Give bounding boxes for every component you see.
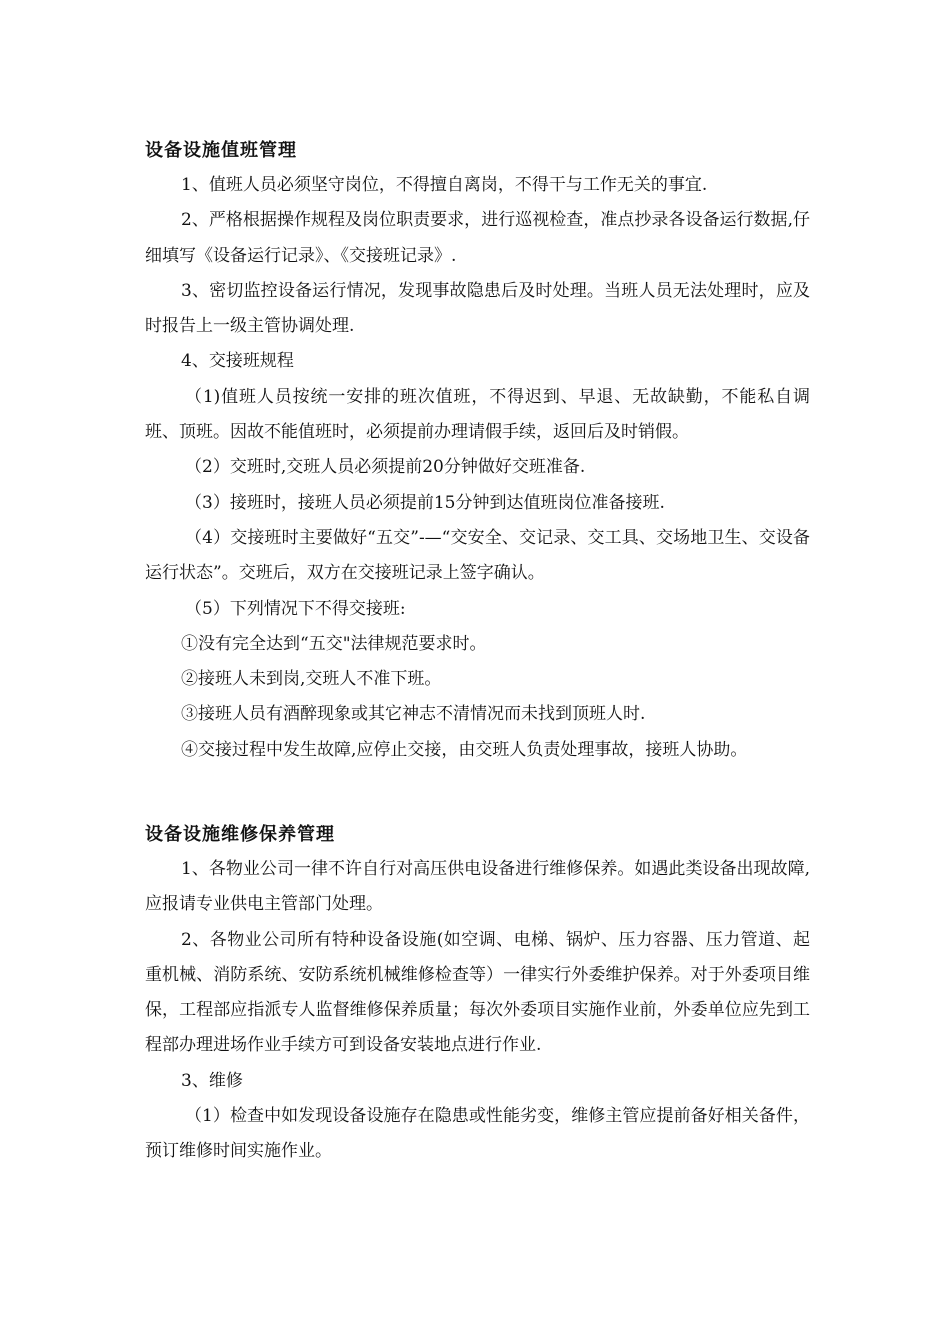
section-maintenance-management [145,818,810,1170]
paragraph: 1、各物业公司一律不许自行对高压供电设备进行维修保养。如遇此类设备出现故障,应报请专业供电主管部门处理。 [145,859,810,915]
paragraph: （3）接班时，接班人员必须提前15分钟到达值班岗位准备接班. [185,492,665,513]
paragraph: （2）交班时,交班人员必须提前20分钟做好交班准备. [185,457,586,478]
paragraph: （4）交接班时主要做好“五交”-—“交安全、交记录、交工具、交场地卫生、交设备运行状态”。交班后，双方在交接班记录上签字确认。 [145,527,810,584]
section-duty-management [145,134,810,768]
list-item: ①没有完全达到“五交"法律规范要求时。 [181,633,487,654]
paragraph: （1)值班人员按统一安排的班次值班，不得迟到、早退、无故缺勤，不能私自调班、顶班。因故不能值班时，必须提前办理请假手续，返回后及时销假。 [145,386,810,443]
section-title: 设备设施值班管理 [145,140,297,161]
section-title: 设备设施维修保养管理 [145,824,335,845]
paragraph: 1、值班人员必须坚守岗位，不得擅自离岗，不得干与工作无关的事宜. [181,175,708,195]
paragraph: 3、维修 [181,1070,243,1091]
paragraph: 2、严格根据操作规程及岗位职责要求，进行巡视检查，准点抄录各设备运行数据,仔细填写《设备运行记录》、《交接班记录》. [145,210,810,266]
list-item: ④交接过程中发生故障,应停止交接，由交班人负责处理事故，接班人协助。 [181,739,748,760]
paragraph: 2、各物业公司所有特种设备设施(如空调、电梯、锅炉、压力容器、压力管道、起重机械、消防系统、安防系统机械维修检查等）一律实行外委维护保养。对于外委项目维保，工程部应指派专人监督维修保养质量；每次外委项目实施作业前，外委单位应先到工程部办理进场作业手续方可到设备安装地点进行作业. [145,929,810,1056]
list-item: ③接班人员有酒醉现象或其它神志不清情况而未找到顶班人时. [181,704,646,725]
paragraph: （1）检查中如发现设备设施存在隐患或性能劣变，维修主管应提前备好相关备件，预订维修时间实施作业。 [145,1106,810,1162]
paragraph: 4、交接班规程 [181,351,294,372]
paragraph: 3、密切监控设备运行情况，发现事故隐患后及时处理。当班人员无法处理时，应及时报告上一级主管协调处理. [145,280,810,337]
list-item: ②接班人未到岗,交班人不准下班。 [181,669,442,690]
paragraph: （5）下列情况下不得交接班: [185,598,406,619]
